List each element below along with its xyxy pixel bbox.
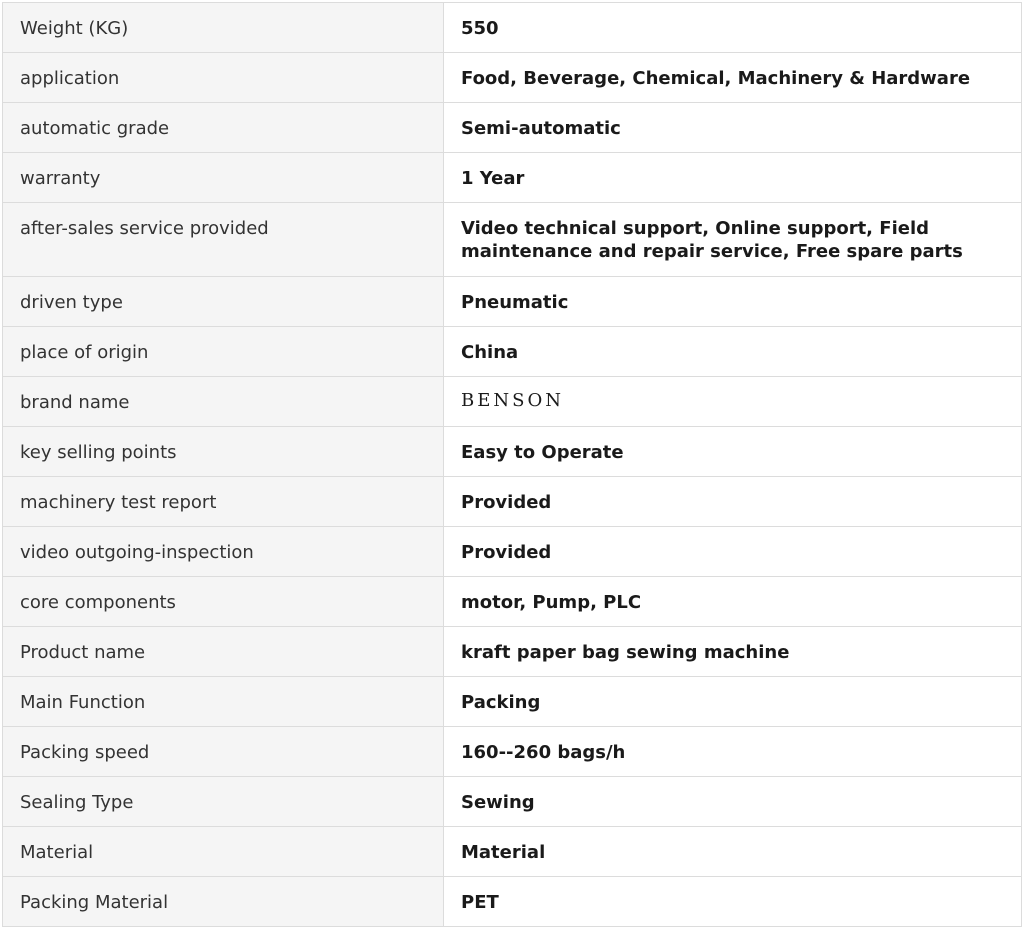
table-row — [3, 153, 1022, 203]
spec-value: motor, Pump, PLC — [444, 577, 1022, 627]
spec-table — [2, 2, 1022, 927]
table-row — [3, 677, 1022, 727]
spec-key: Packing speed — [3, 727, 444, 777]
spec-key: Sealing Type — [3, 777, 444, 827]
brand-name-value: BENSON — [444, 377, 1022, 427]
spec-key: Material — [3, 827, 444, 877]
table-row — [3, 203, 1022, 277]
table-row — [3, 877, 1022, 927]
table-row — [3, 727, 1022, 777]
spec-key: machinery test report — [3, 477, 444, 527]
table-row — [3, 327, 1022, 377]
spec-value: 1 Year — [444, 153, 1022, 203]
spec-key: place of origin — [3, 327, 444, 377]
spec-value: 550 — [444, 3, 1022, 53]
spec-key: Weight (KG) — [3, 3, 444, 53]
table-row — [3, 827, 1022, 877]
spec-key: Product name — [3, 627, 444, 677]
spec-table-body — [3, 3, 1022, 927]
spec-value: Provided — [444, 527, 1022, 577]
spec-key: Main Function — [3, 677, 444, 727]
spec-value: Provided — [444, 477, 1022, 527]
spec-key: driven type — [3, 277, 444, 327]
spec-key: warranty — [3, 153, 444, 203]
spec-key: brand name — [3, 377, 444, 427]
table-row — [3, 377, 1022, 427]
spec-value: Food, Beverage, Chemical, Machinery & Hardware — [444, 53, 1022, 103]
table-row — [3, 477, 1022, 527]
spec-value: Pneumatic — [444, 277, 1022, 327]
table-row — [3, 627, 1022, 677]
table-row — [3, 427, 1022, 477]
table-row — [3, 103, 1022, 153]
spec-value: kraft paper bag sewing machine — [444, 627, 1022, 677]
spec-key: key selling points — [3, 427, 444, 477]
spec-key: automatic grade — [3, 103, 444, 153]
spec-key: application — [3, 53, 444, 103]
table-row — [3, 3, 1022, 53]
spec-key: after-sales service provided — [3, 203, 444, 277]
spec-value: PET — [444, 877, 1022, 927]
spec-value: Material — [444, 827, 1022, 877]
table-row — [3, 53, 1022, 103]
spec-value: Sewing — [444, 777, 1022, 827]
spec-value: 160--260 bags/h — [444, 727, 1022, 777]
spec-value: China — [444, 327, 1022, 377]
spec-key: Packing Material — [3, 877, 444, 927]
spec-key: video outgoing-inspection — [3, 527, 444, 577]
spec-value: Semi-automatic — [444, 103, 1022, 153]
spec-value: Packing — [444, 677, 1022, 727]
spec-value: Video technical support, Online support, Field maintenance and repair service, Free spare parts — [444, 203, 1022, 277]
spec-value: Easy to Operate — [444, 427, 1022, 477]
table-row — [3, 277, 1022, 327]
table-row — [3, 577, 1022, 627]
table-row — [3, 527, 1022, 577]
spec-key: core components — [3, 577, 444, 627]
table-row — [3, 777, 1022, 827]
